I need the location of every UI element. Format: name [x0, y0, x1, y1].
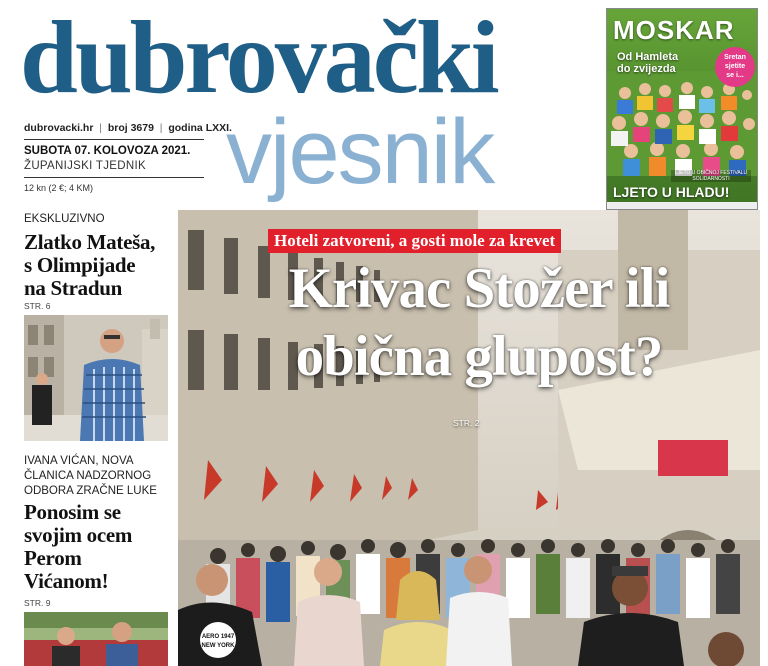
subheadline-badge[interactable]: Hoteli zatvoreni, a gosti mole za krevet	[268, 229, 561, 253]
masthead-meta: dubrovacki.hr | broj 3679 | godina LXXI.	[24, 122, 232, 134]
issue-number: broj 3679	[107, 122, 154, 134]
promo-subtitle: Od Hamleta do zvijezda	[617, 51, 679, 75]
story2-kicker: IVANA VIĆAN, NOVA ČLANICA NADZORNOG ODBORA ZRAČNE LUKE	[24, 455, 157, 497]
moskar-title: MOSKAR	[613, 15, 735, 45]
promo-star-badge: Sretan sjetite se i...	[715, 47, 755, 87]
main-page-ref: STR. 2	[453, 418, 480, 428]
masthead-vjesnik: vjesnik	[226, 101, 494, 203]
moskar-magazine-promo[interactable]	[606, 8, 758, 210]
promo-footer-bar	[607, 202, 757, 209]
shirt-print-line1: AERO 1947	[201, 634, 235, 640]
divider	[24, 177, 204, 178]
story1-photo[interactable]	[24, 315, 168, 441]
story2-photo-image	[24, 612, 168, 666]
story1-headline[interactable]: Zlatko Mateša, s Olimpijade na Stradun	[24, 230, 156, 300]
story1-page-ref: STR. 6	[24, 301, 51, 311]
story2-page-ref: STR. 9	[24, 598, 51, 608]
main-headline[interactable]: Krivac Stožer ili obična glupost?	[288, 257, 670, 388]
promo-note: LJETO U OBIČNOJ FESTIVALU SOLIDARNOSTI	[671, 170, 751, 182]
site-url: dubrovacki.hr	[24, 122, 94, 134]
story1-photo-image	[24, 315, 168, 441]
divider	[24, 139, 204, 140]
masthead-dubrovacki: dubrovački	[20, 0, 497, 115]
shirt-print-line2: NEW YORK	[201, 643, 235, 649]
issue-date: SUBOTA 07. KOLOVOZA 2021.	[24, 145, 191, 157]
promo-footer: LJETO U HLADU!	[613, 184, 730, 200]
volume-year: godina LXXI.	[168, 122, 232, 134]
story2-headline[interactable]: Ponosim se svojim ocem Perom Vićanom!	[24, 500, 133, 593]
weekly-label: ŽUPANIJSKI TJEDNIK	[24, 160, 146, 172]
price: 12 kn (2 €; 4 KM)	[24, 183, 94, 193]
story1-kicker: EKSKLUZIVNO	[24, 213, 105, 225]
story2-photo[interactable]	[24, 612, 168, 666]
